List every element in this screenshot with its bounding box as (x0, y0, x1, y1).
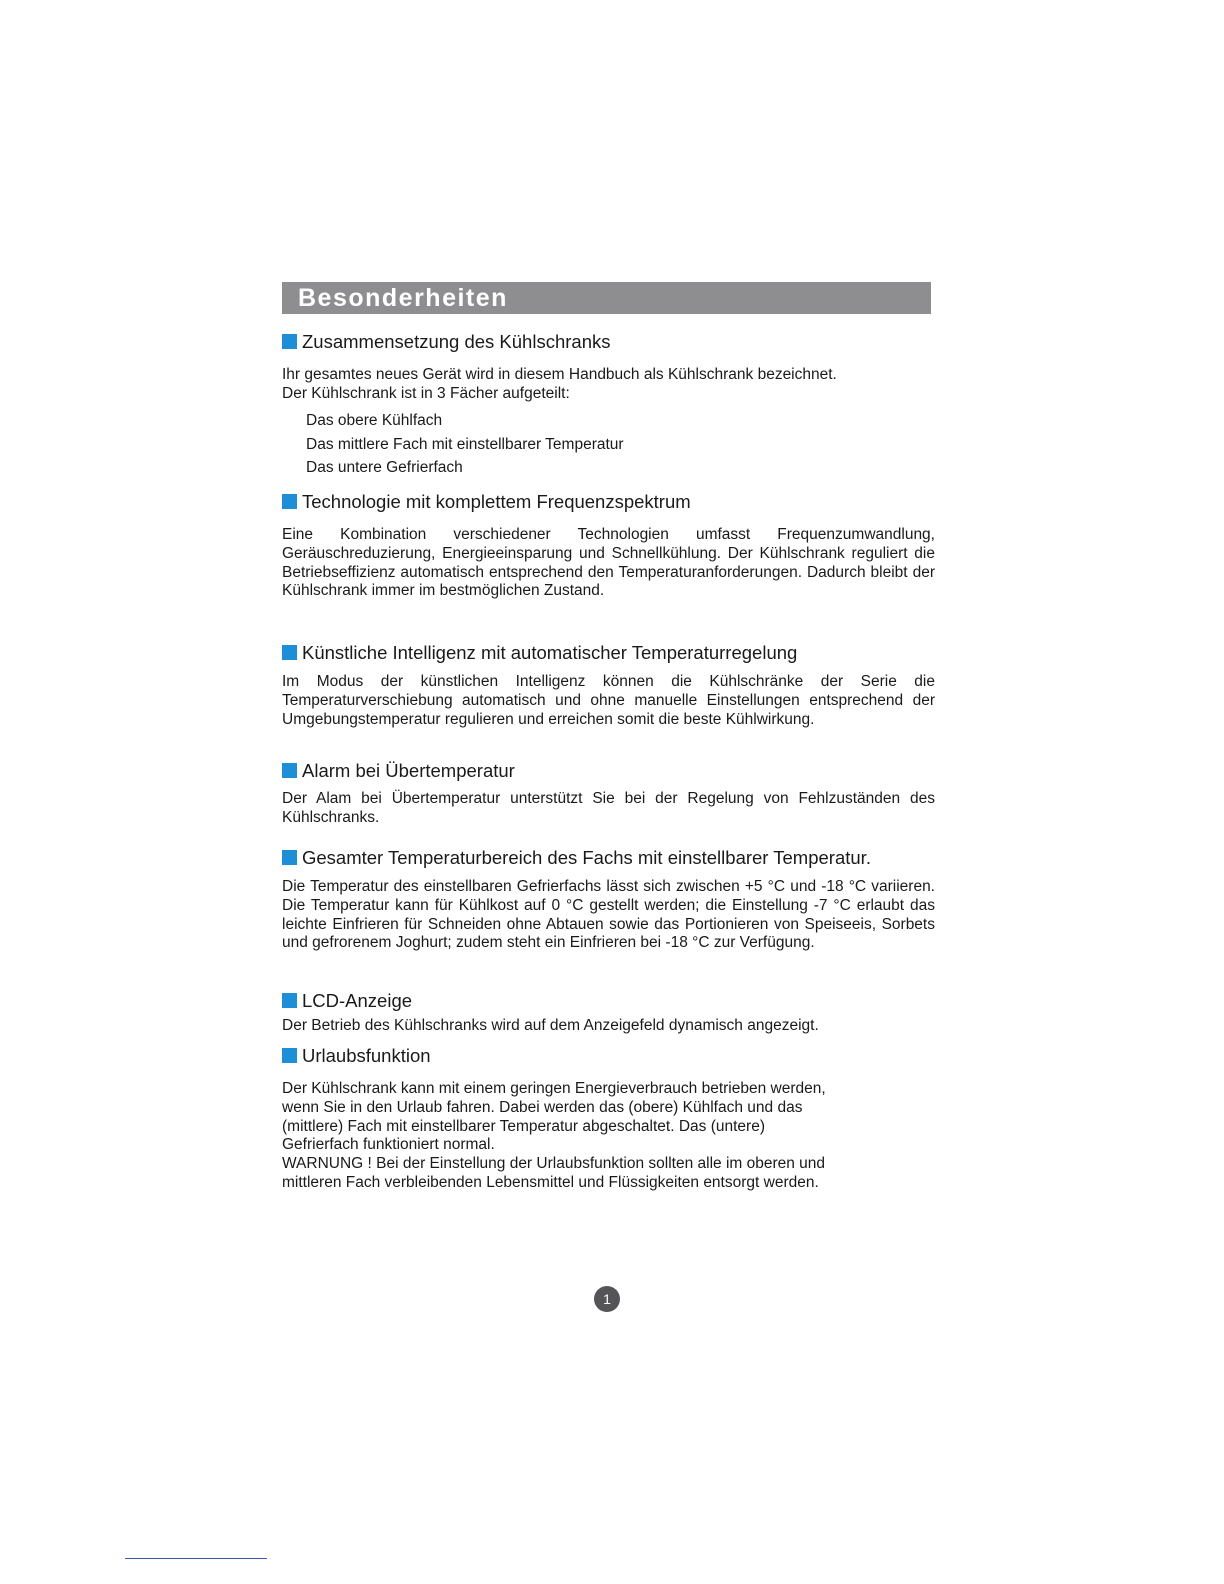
section-heading-text: Gesamter Temperaturbereich des Fachs mit einstellbarer Temperatur. (302, 847, 871, 868)
list-item: Das mittlere Fach mit einstellbarer Temperatur (306, 435, 624, 453)
section-body-alarm: Der Alam bei Übertemperatur unterstützt Sie bei der Regelung von Fehlzuständen des Kühlschranks. (282, 790, 935, 826)
bullet-square-icon (282, 1048, 297, 1063)
bullet-square-icon (282, 494, 297, 509)
warning-line: WARNUNG ! Bei der Einstellung der Urlaubsfunktion sollten alle im oberen und (282, 1155, 826, 1173)
section-heading-technology (282, 491, 691, 513)
section-heading-text: Technologie mit komplettem Frequenzspektrum (302, 491, 691, 512)
body-line: (mittlere) Fach mit einstellbarer Temperatur abgeschaltet. Das (untere) (282, 1117, 765, 1135)
list-item: Das obere Kühlfach (306, 412, 443, 429)
section-heading-ai (282, 642, 797, 664)
section-heading-composition (282, 331, 610, 353)
section-body-technology: Eine Kombination verschiedener Technologien umfasst Frequenzumwandlung, Geräuschreduzierung, Energieeinsparung und Schnellkühlung. Der Kühlschrank reguliert die Betriebseffizienz automatisch entsprechend den Temperaturanforderungen. Dadurch bleibt der Kühlschrank immer im bestmöglichen Zustand. (282, 526, 935, 600)
section-heading-text: Künstliche Intelligenz mit automatischer Temperaturregelung (302, 642, 798, 663)
bullet-square-icon (282, 334, 297, 349)
body-line: Ihr gesamtes neues Gerät wird in diesem Handbuch als Kühlschrank bezeichnet. (282, 366, 837, 383)
bullet-square-icon (282, 763, 297, 778)
section-heading-text: Zusammensetzung des Kühlschranks (302, 331, 611, 352)
section-body-composition (282, 366, 935, 404)
body-line: wenn Sie in den Urlaub fahren. Dabei werden das (obere) Kühlfach und das (282, 1098, 803, 1116)
section-body-vacation (282, 1080, 935, 1193)
bullet-square-icon (282, 993, 297, 1008)
section-heading-text: Urlaubsfunktion (302, 1045, 431, 1066)
body-line: Der Kühlschrank kann mit einem geringen Energieverbrauch betrieben werden, (282, 1080, 826, 1097)
warning-line: mittleren Fach verbleibenden Lebensmittel und Flüssigkeiten entsorgt werden. (282, 1173, 819, 1191)
section-heading-text: Alarm bei Übertemperatur (302, 760, 515, 781)
page-title: Besonderheiten (282, 282, 931, 314)
bullet-square-icon (282, 645, 297, 660)
section-heading-lcd (282, 990, 412, 1012)
section-heading-vacation (282, 1045, 431, 1067)
compartment-list (306, 409, 624, 480)
footer-rule (125, 1558, 267, 1559)
section-body-ai: Im Modus der künstlichen Intelligenz können die Kühlschränke der Serie die Temperaturverschiebung automatisch und ohne manuelle Einstellungen entsprechend der Umgebungstemperatur regulieren und erreichen somit die beste Kühlwirkung. (282, 673, 935, 728)
section-heading-text: LCD-Anzeige (302, 990, 413, 1011)
body-line: Gefrierfach funktioniert normal. (282, 1136, 495, 1154)
page-number-badge: 1 (594, 1286, 620, 1312)
body-line: Der Kühlschrank ist in 3 Fächer aufgeteilt: (282, 384, 570, 402)
section-body-lcd: Der Betrieb des Kühlschranks wird auf dem Anzeigefeld dynamisch angezeigt. (282, 1017, 819, 1034)
list-item: Das untere Gefrierfach (306, 459, 463, 476)
bullet-square-icon (282, 850, 297, 865)
section-heading-alarm (282, 760, 515, 782)
section-body-temperature-range: Die Temperatur des einstellbaren Gefrierfachs lässt sich zwischen +5 °C und -18 °C variieren. Die Temperatur kann für Kühlkost auf 0 °C gestellt werden; die Einstellung -7 °C erlaubt das leichte Einfrieren für Schneiden ohne Abtauen sowie das Portionieren von Speiseeis, Sorbets und gefrorenem Joghurt; zudem steht ein Einfrieren bei -18 °C zur Verfügung. (282, 878, 935, 952)
section-heading-temperature-range (282, 847, 871, 869)
